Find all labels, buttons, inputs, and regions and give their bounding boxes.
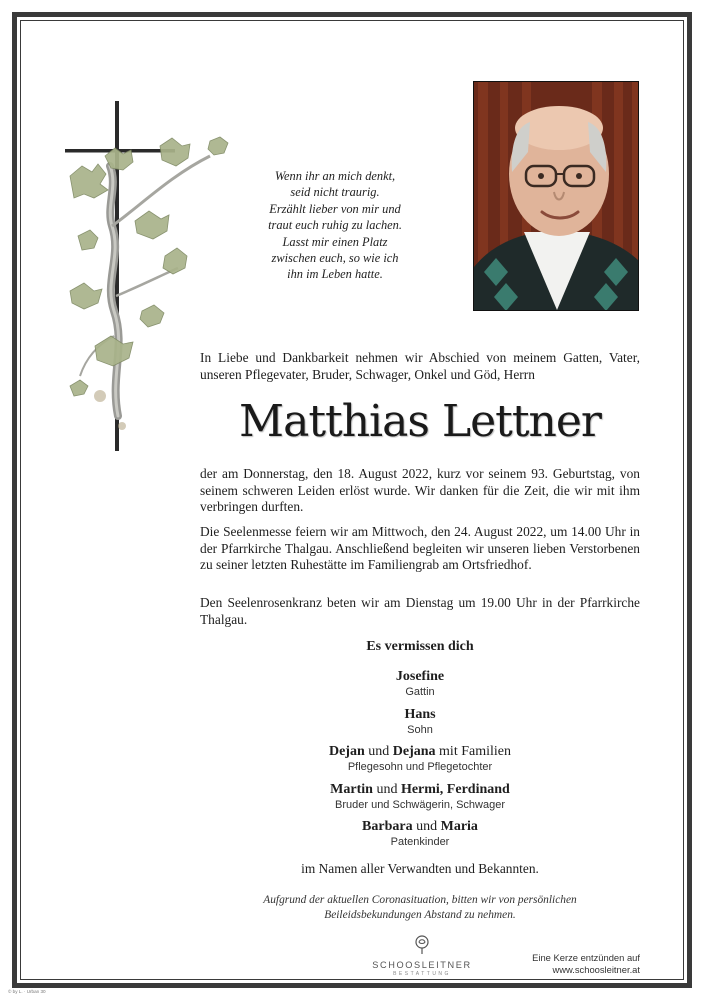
candle-info: [500, 952, 640, 975]
mourner-entry: [200, 669, 640, 707]
logo-name: SCHOOSLEITNER: [372, 960, 472, 970]
mourner-name: Maria: [440, 819, 478, 834]
mourner-role: Sohn: [407, 723, 433, 736]
mourner-name: Dejana: [392, 744, 436, 759]
fine-print: © by L. · Urban 30: [8, 989, 46, 994]
candle-text: Eine Kerze entzünden auf: [532, 952, 640, 963]
intro-text: In Liebe und Dankbarkeit nehmen wir Abschied von meinem Gatten, Vater, unseren Pflegevater, Bruder, Schwager, Onkel und Göd, Herrn: [200, 350, 640, 382]
mourner-conjunction: und: [372, 781, 401, 797]
poem: [245, 168, 425, 283]
mourner-names: [200, 744, 640, 760]
mourner-name: Hans: [404, 706, 436, 722]
rose-icon: [412, 934, 432, 954]
candle-url-link[interactable]: www.schoosleitner.at: [552, 963, 640, 975]
mourner-suffix: mit Familien: [435, 744, 511, 759]
mourner-name: Hermi, Ferdinand: [400, 781, 510, 797]
mourner-names: [200, 819, 640, 835]
deceased-name: Matthias Lettner: [239, 396, 601, 447]
poem-line: Lasst mir einen Platz: [282, 234, 388, 249]
poem-line: Erzählt lieber von mir und: [269, 201, 401, 216]
mourner-name: Dejan: [328, 744, 365, 759]
funeral-home-logo: [370, 934, 474, 977]
mourner-name: Martin: [330, 781, 373, 797]
mourner-names: [200, 707, 640, 723]
mourner-role: Pflegesohn und Pflegetochter: [347, 761, 493, 773]
poem-line: Wenn ihr an mich denkt,: [274, 169, 396, 183]
funeral-paragraph: Die Seelenmesse feiern wir am Mittwoch, den 24. August 2022, um 14.00 Uhr in der Pfarrkirche Thalgau. Anschließend begleiten wir unseren lieben Verstorbenen zu seiner letzten Ruhestätte im Familiengrab am Ortsfriedhof.: [200, 524, 640, 573]
mourner-entry: [200, 782, 640, 820]
mourner-conjunction: und: [412, 819, 441, 834]
mourner-names: [200, 669, 640, 685]
closing-line: im Namen aller Verwandten und Bekannten.: [301, 861, 539, 876]
rosary-paragraph: Den Seelenrosenkranz beten wir am Dienstag um 19.00 Uhr in der Pfarrkirche Thalgau.: [200, 595, 640, 627]
corona-notice: [200, 893, 640, 923]
poem-line: traut euch ruhig zu lachen.: [268, 218, 402, 233]
mourner-role: Gattin: [405, 686, 435, 698]
mourner-names: [200, 782, 640, 798]
mourners-list: [200, 669, 640, 857]
mourner-entry: [200, 819, 640, 857]
notice-line: Beileidsbekundungen Abstand zu nehmen.: [324, 909, 516, 921]
portrait-photo: [473, 81, 639, 311]
mourner-name: Josefine: [395, 669, 445, 684]
notice-line: Aufgrund der aktuellen Coronasituation, bitten wir von persönlichen: [263, 894, 577, 906]
mourner-entry: [200, 744, 640, 782]
logo-subtitle: BESTATTUNG: [393, 971, 451, 977]
mourner-entry: [200, 707, 640, 745]
death-paragraph: der am Donnerstag, den 18. August 2022, kurz vor seinem 93. Geburtstag, von seinem schweren Leiden erlöst wurde. Wir danken für die Zeit, die wir mit ihm verbringen durften.: [200, 466, 640, 515]
poem-line: zwischen euch, so wie ich: [271, 251, 399, 266]
poem-line: ihn im Leben hatte.: [287, 267, 383, 282]
mourner-conjunction: und: [364, 744, 393, 759]
poem-line: seid nicht traurig.: [290, 185, 380, 200]
mourners-title: Es vermissen dich: [366, 639, 474, 654]
mourner-role: Bruder und Schwägerin, Schwager: [335, 798, 505, 811]
mourner-name: Barbara: [362, 819, 413, 834]
mourner-role: Patenkinder: [390, 836, 450, 848]
